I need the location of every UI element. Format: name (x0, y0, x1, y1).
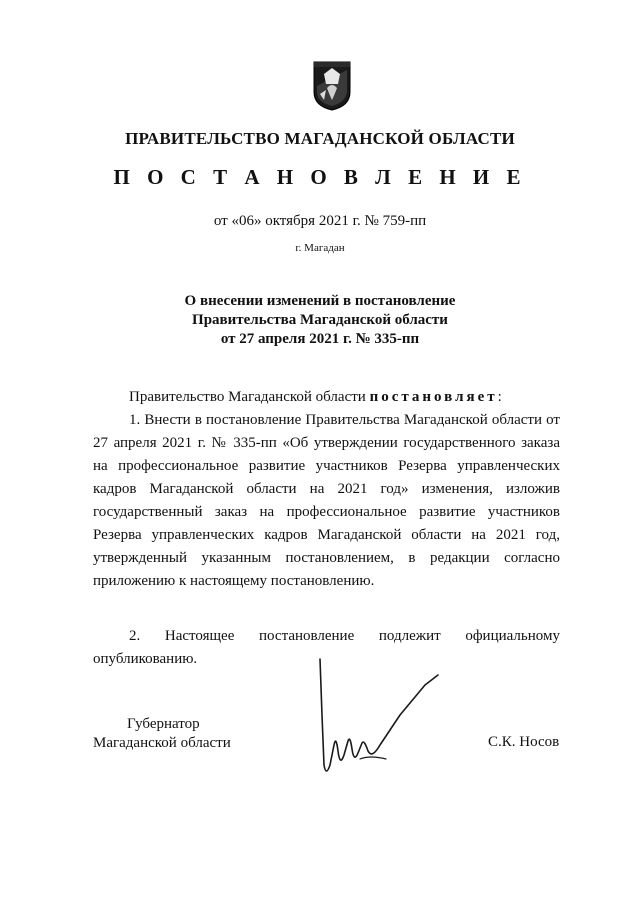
position-line-2: Магаданской области (93, 735, 231, 751)
paragraph-2: 2. Настоящее постановление подлежит официальному опубликованию. (93, 628, 560, 667)
signatory-name: С.К. Носов (488, 734, 560, 750)
handwritten-signature (300, 655, 450, 790)
subject-line-3: от 27 апреля 2021 г. № 335-пп (220, 331, 420, 347)
intro-paragraph (93, 386, 560, 409)
intro-prefix: Правительство Магаданской области (129, 389, 370, 405)
government-title: ПРАВИТЕЛЬСТВО МАГАДАНСКОЙ ОБЛАСТИ (125, 129, 515, 148)
subject-line-2: Правительства Магаданской области (192, 312, 448, 328)
city-label: г. Магадан (295, 242, 345, 254)
coat-of-arms-icon (312, 60, 352, 112)
signatory-position (93, 715, 231, 753)
intro-decree-word: постановляет (369, 389, 498, 405)
document-subject (0, 292, 640, 349)
subject-line-1: О внесении изменений в постановление (184, 293, 456, 309)
paragraph-1: 1. Внести в постановление Правительства Магаданской области от 27 апреля 2021 г. № 335-пп «Об утверждении государственного заказа на профессиональное развитие участников Резерва управленческих кадров Магаданской области на 2021 год» изменения, изложив государственный заказ на профессиональное развитие участников Резерва управленческих кадров Магаданской области на 2021 год, утвержденный указанным постановлением, в редакции согласно приложению к настоящему постановлению. (93, 412, 560, 589)
intro-suffix: : (497, 389, 502, 405)
document-type-title: П О С Т А Н О В Л Е Н И Е (113, 165, 527, 189)
date-and-number: от «06» октября 2021 г. № 759-пп (213, 213, 427, 229)
position-line-1: Губернатор (127, 716, 200, 732)
